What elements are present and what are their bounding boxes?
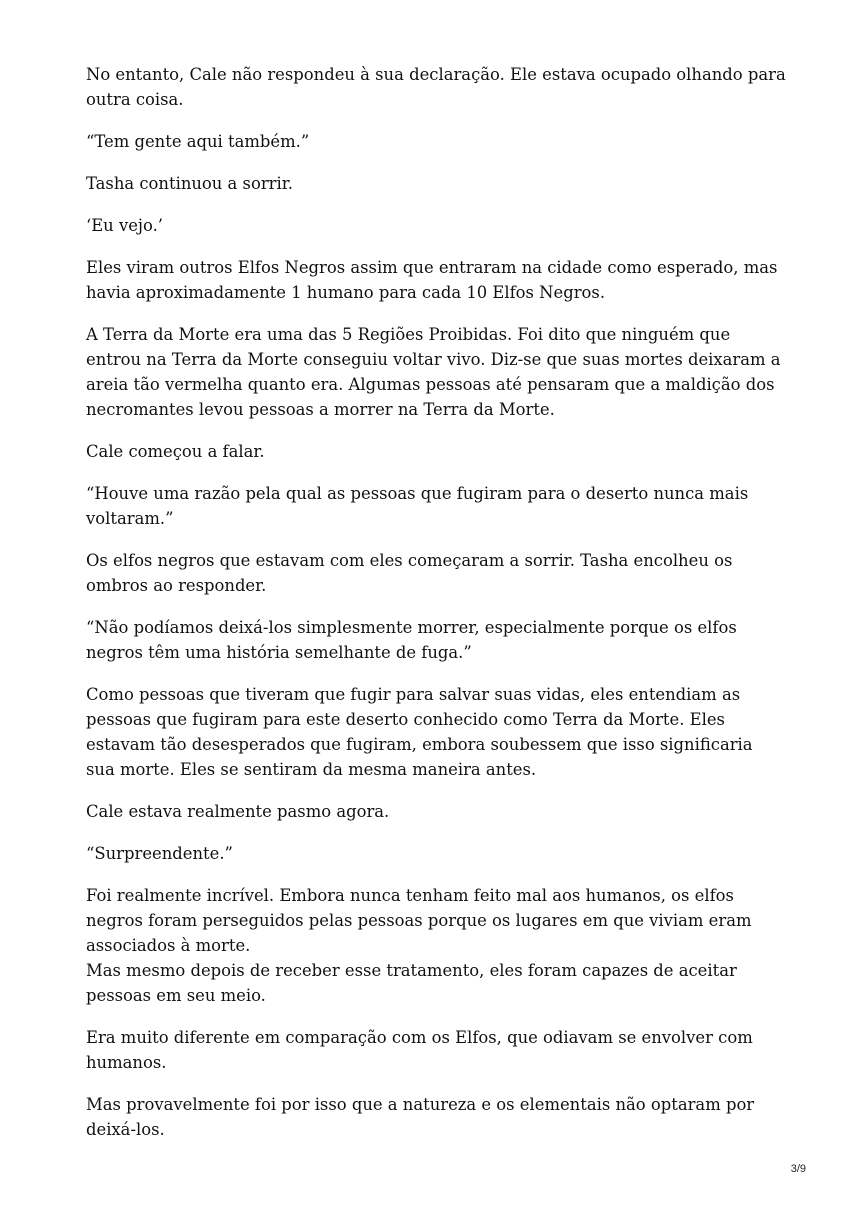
paragraph [86, 255, 786, 305]
paragraph [86, 799, 786, 824]
paragraph [86, 322, 786, 422]
paragraph-text: ‘Eu vejo.’ [86, 216, 163, 235]
paragraph-text: Cale começou a falar. [86, 442, 265, 461]
paragraph-text: Como pessoas que tiveram que fugir para salvar suas vidas, eles entendiam as pessoas que fugiram para este deserto conhecido como Terra da Morte. Eles estavam tão desesperados que fugiram, embora soubessem que isso significaria sua morte. Eles se sentiram da mesma maneira antes. [86, 685, 753, 779]
paragraph [86, 682, 786, 782]
paragraph-text: Tasha continuou a sorrir. [86, 174, 293, 193]
paragraph-text: Os elfos negros que estavam com eles começaram a sorrir. Tasha encolheu os ombros ao responder. [86, 551, 733, 595]
paragraph [86, 548, 786, 598]
paragraph [86, 1092, 786, 1142]
paragraph-text: No entanto, Cale não respondeu à sua declaração. Ele estava ocupado olhando para outra coisa. [86, 65, 786, 109]
paragraph-text: A Terra da Morte era uma das 5 Regiões Proibidas. Foi dito que ninguém que entrou na Terra da Morte conseguiu voltar vivo. Diz-se que suas mortes deixaram a areia tão vermelha quanto era. Algumas pessoas até pensaram que a maldição dos necromantes levou pessoas a morrer na Terra da Morte. [86, 325, 781, 419]
paragraph-text: Foi realmente incrível. Embora nunca tenham feito mal aos humanos, os elfos negros foram perseguidos pelas pessoas porque os lugares em que viviam eram associados à morte. [86, 886, 752, 955]
paragraph-text: Cale estava realmente pasmo agora. [86, 802, 390, 821]
paragraph-text: “Houve uma razão pela qual as pessoas que fugiram para o deserto nunca mais voltaram.” [86, 484, 749, 528]
paragraph [86, 129, 786, 154]
paragraph [86, 481, 786, 531]
document-body [86, 62, 786, 1159]
paragraph [86, 841, 786, 866]
paragraph-text: Mas provavelmente foi por isso que a natureza e os elementais não optaram por deixá-los. [86, 1095, 755, 1139]
paragraph-text: Eles viram outros Elfos Negros assim que entraram na cidade como esperado, mas havia aproximadamente 1 humano para cada 10 Elfos Negros. [86, 258, 778, 302]
paragraph-text: Era muito diferente em comparação com os Elfos, que odiavam se envolver com humanos. [86, 1028, 753, 1072]
paragraph-text: Mas mesmo depois de receber esse tratamento, eles foram capazes de aceitar pessoas em seu meio. [86, 961, 737, 1005]
paragraph [86, 615, 786, 665]
paragraph [86, 1025, 786, 1075]
paragraph-text: “Tem gente aqui também.” [86, 132, 310, 151]
paragraph [86, 213, 786, 238]
paragraph [86, 62, 786, 112]
paragraph-text: “Surpreendente.” [86, 844, 233, 863]
paragraph [86, 883, 786, 1008]
paragraph [86, 439, 786, 464]
paragraph [86, 171, 786, 196]
paragraph-text: “Não podíamos deixá-los simplesmente morrer, especialmente porque os elfos negros têm uma história semelhante de fuga.” [86, 618, 737, 662]
page-number: 3/9 [790, 1163, 806, 1175]
